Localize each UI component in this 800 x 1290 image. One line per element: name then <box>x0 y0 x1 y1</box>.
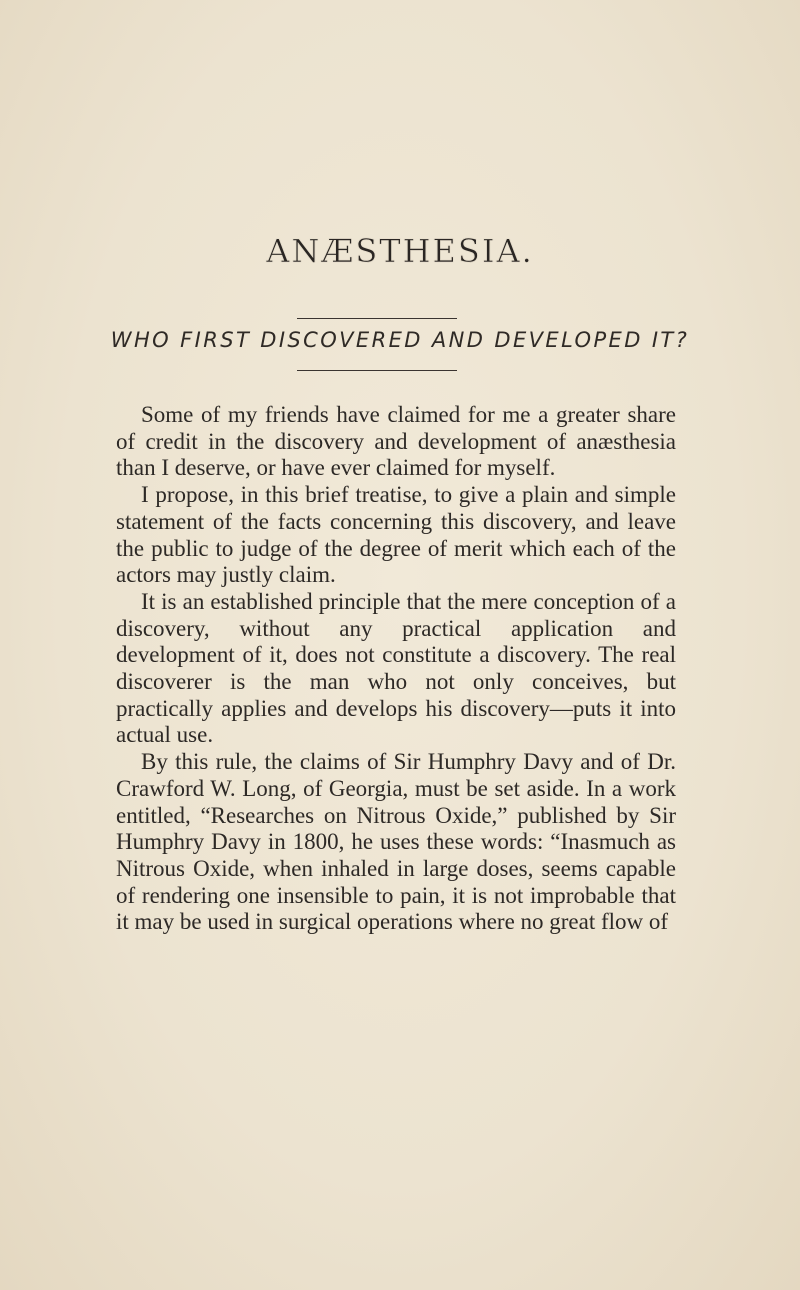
body-text <box>116 402 676 936</box>
paragraph-2: I propose, in this brief treatise, to give a plain and simple statement of the facts concerning this discovery, and leave the public to judge of the degree of merit which each of the actors may justly claim. <box>116 482 676 588</box>
page-title: ANÆSTHESIA. <box>266 232 534 270</box>
paragraph-3: It is an established principle that the mere conception of a discovery, without any practical application and development of it, does not constitute a discovery. The real discoverer is the man who not only conceives, but practically applies and develops his discovery—puts it into actual use. <box>116 588 676 748</box>
paragraph-1: Some of my friends have claimed for me a greater share of credit in the discovery and development of anæsthesia than I deserve, or have ever claimed for myself. <box>116 402 676 481</box>
paragraph-4: By this rule, the claims of Sir Humphry Davy and of Dr. Crawford W. Long, of Georgia, must be set aside. In a work entitled, “Researches on Nitrous Oxide,” published by Sir Humphry Davy in 1800, he uses these words: “Inasmuch as Nitrous Oxide, when inhaled in large doses, seems capable of rendering one insensible to pain, it is not improbable that it may be used in surgical operations where no great flow of <box>116 749 676 935</box>
bottom-rule <box>297 370 457 371</box>
page-subtitle: WHO FIRST DISCOVERED AND DEVELOPED IT? <box>110 328 690 352</box>
top-rule <box>297 318 457 319</box>
